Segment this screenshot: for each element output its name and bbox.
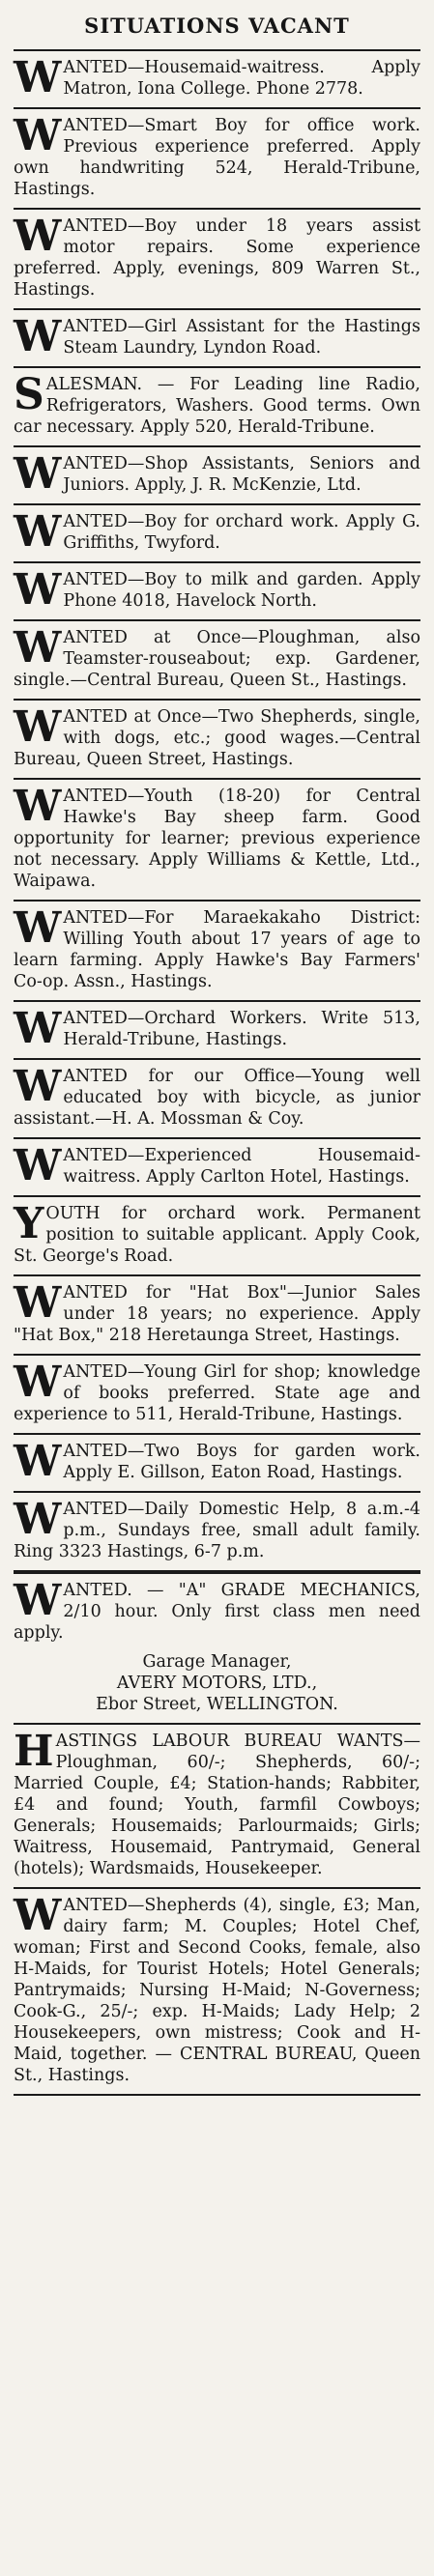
ad-text: WANTED. — "A" GRADE MECHANICS, 2/10 hour. Only first class men need apply. [14,1576,426,1643]
ad-item [14,780,426,902]
ad-text: WANTED—Girl Assistant for the Hastings Steam Laundry, Lyndon Road. [14,312,426,361]
drop-cap: W [14,623,62,673]
drop-cap: Y [14,1199,44,1248]
ad-text: WANTED—Boy under 18 years assist motor repairs. Some experience preferred. Apply, evenings, 809 Warren St., Hastings. [14,212,426,300]
ad-text: WANTED at Once—Two Shepherds, single, with dogs, etc.; good wages.—Central Bureau, Queen Street, Hastings. [14,702,426,769]
ad-text: WANTED—Smart Boy for office work. Previous experience preferred. Apply own handwriting 524, Herald-Tribune, Hastings. [14,111,426,199]
contact-line: Garage Manager, [142,1652,292,1672]
ad-item [14,1435,426,1493]
drop-cap: W [14,1062,62,1111]
ad-text: WANTED—Boy for orchard work. Apply G. Griffiths, Twyford. [14,507,426,557]
contact-line: AVERY MOTORS, LTD., [116,1674,318,1693]
ad-text: WANTED for "Hat Box"—Junior Sales under 18 years; no experience. Apply "Hat Box," 218 Heretaunga Street, Hastings. [14,1278,426,1345]
ad-item [14,210,426,310]
drop-cap: W [14,565,62,615]
ad-text: WANTED—Youth (18-20) for Central Hawke's Bay sheep farm. Good opportunity for learner; previous experience not necessary. Apply Williams & Kettle, Ltd., Waipawa. [14,782,426,891]
drop-cap: W [14,507,62,557]
drop-cap: S [14,370,44,419]
ad-text: WANTED at Once—Ploughman, also Teamster-rouseabout; exp. Gardener, single.—Central Bureau, Queen St., Hastings. [14,623,426,690]
drop-cap: W [14,1141,62,1190]
page-title: SITUATIONS VACANT [84,14,350,38]
ad-item [14,1356,426,1435]
ad-item [14,505,426,563]
drop-cap: W [14,1278,62,1328]
drop-cap: W [14,1576,62,1625]
ad-item [14,701,426,780]
drop-cap: W [14,212,62,261]
ad-item [14,1139,420,1197]
ad-item [14,447,426,505]
ad-item [14,310,426,368]
ad-bureau [14,1725,426,1889]
ad-text: WANTED—Two Boys for garden work. Apply E. Gillson, Eaton Road, Hastings. [14,1437,426,1486]
ad-item [14,563,426,621]
ad-text: WANTED—Orchard Workers. Write 513, Herald-Tribune, Hastings. [14,1004,426,1053]
ads-list [14,49,426,1572]
ad-text: WANTED for our Office—Young well educated boy with bicycle, as junior assistant.—H. A. Mossman & Coy. [14,1062,426,1129]
ad-item [14,1002,426,1060]
drop-cap: W [14,702,62,752]
drop-cap: W [14,1437,62,1486]
ad-central-bureau [14,1889,426,2096]
drop-cap: W [14,312,62,361]
drop-cap: W [14,1004,62,1053]
ad-item [14,49,426,109]
ad-item [14,1197,426,1276]
ad-item [14,1276,426,1356]
contact-line: Ebor Street, WELLINGTON. [96,1695,338,1714]
ad-text: SALESMAN. — For Leading line Radio, Refrigerators, Washers. Good terms. Own car necessary. Apply 520, Herald-Tribune. [14,370,426,437]
drop-cap: W [14,1891,62,1940]
ad-item [14,368,426,447]
ad-text: WANTED—Housemaid-waitress. Apply Matron, Iona College. Phone 2778. [14,53,426,102]
ad-text: YOUTH for orchard work. Permanent position to suitable applicant. Apply Cook, St. George's Road. [14,1199,426,1266]
ad-item [14,1493,426,1572]
ad-item [14,902,426,1002]
ad-text: WANTED—Boy to milk and garden. Apply Phone 4018, Havelock North. [14,565,426,615]
ad-item [14,621,426,701]
drop-cap: W [14,449,62,499]
drop-cap: W [14,903,62,953]
drop-cap: H [14,1727,54,1776]
ad-text: WANTED—Experienced Housemaid-waitress. Apply Carlton Hotel, Hastings. [14,1141,420,1190]
drop-cap: W [14,782,62,831]
drop-cap: W [14,1495,62,1544]
ad-item [14,1060,426,1139]
drop-cap: W [14,111,62,160]
ad-text: WANTED—Shepherds (4), single, £3; Man, dairy farm; M. Couples; Hotel Chef, woman; First and Second Cooks, female, also H-Maids, for Tourist Hotels; Hotel Generals; Pantrymaids; Nursing H-Maid; N-Governess; Cook-G., 25/-; exp. H-Maids; Lady Help; 2 Housekeepers, own mistress; Cook and H-Maid, together. — CENTRAL BUREAU, Queen St., Hastings. [14,1891,426,2085]
ad-text: WANTED—Daily Domestic Help, 8 a.m.-4 p.m., Sundays free, small adult family. Ring 3323 Hastings, 6-7 p.m. [14,1495,426,1561]
ad-text: WANTED—Young Girl for shop; knowledge of books preferred. State age and experience to 511, Herald-Tribune, Hastings. [14,1358,426,1424]
drop-cap: W [14,1358,62,1407]
ad-item [14,109,426,210]
ad-text: HASTINGS LABOUR BUREAU WANTS—Ploughman, 60/-; Shepherds, 60/-; Married Couple, £4; Station-hands; Rabbiter, £4 and found; Youth, farmfil Cowboys; Generals; Housemaids; Parlourmaids; Girls; Waitress, Housemaid, Pantrymaid, General (hotels); Wardsmaids, Housekeeper. [14,1727,426,1878]
drop-cap: W [14,53,62,102]
ad-text: WANTED—For Maraekakaho District: Willing Youth about 17 years of age to learn farming. Apply Hawke's Bay Farmers' Co-op. Assn., Hastings. [14,903,426,991]
ad-text: WANTED—Shop Assistants, Seniors and Juniors. Apply, J. R. McKenzie, Ltd. [14,449,426,499]
ad-motor [14,1572,426,1725]
